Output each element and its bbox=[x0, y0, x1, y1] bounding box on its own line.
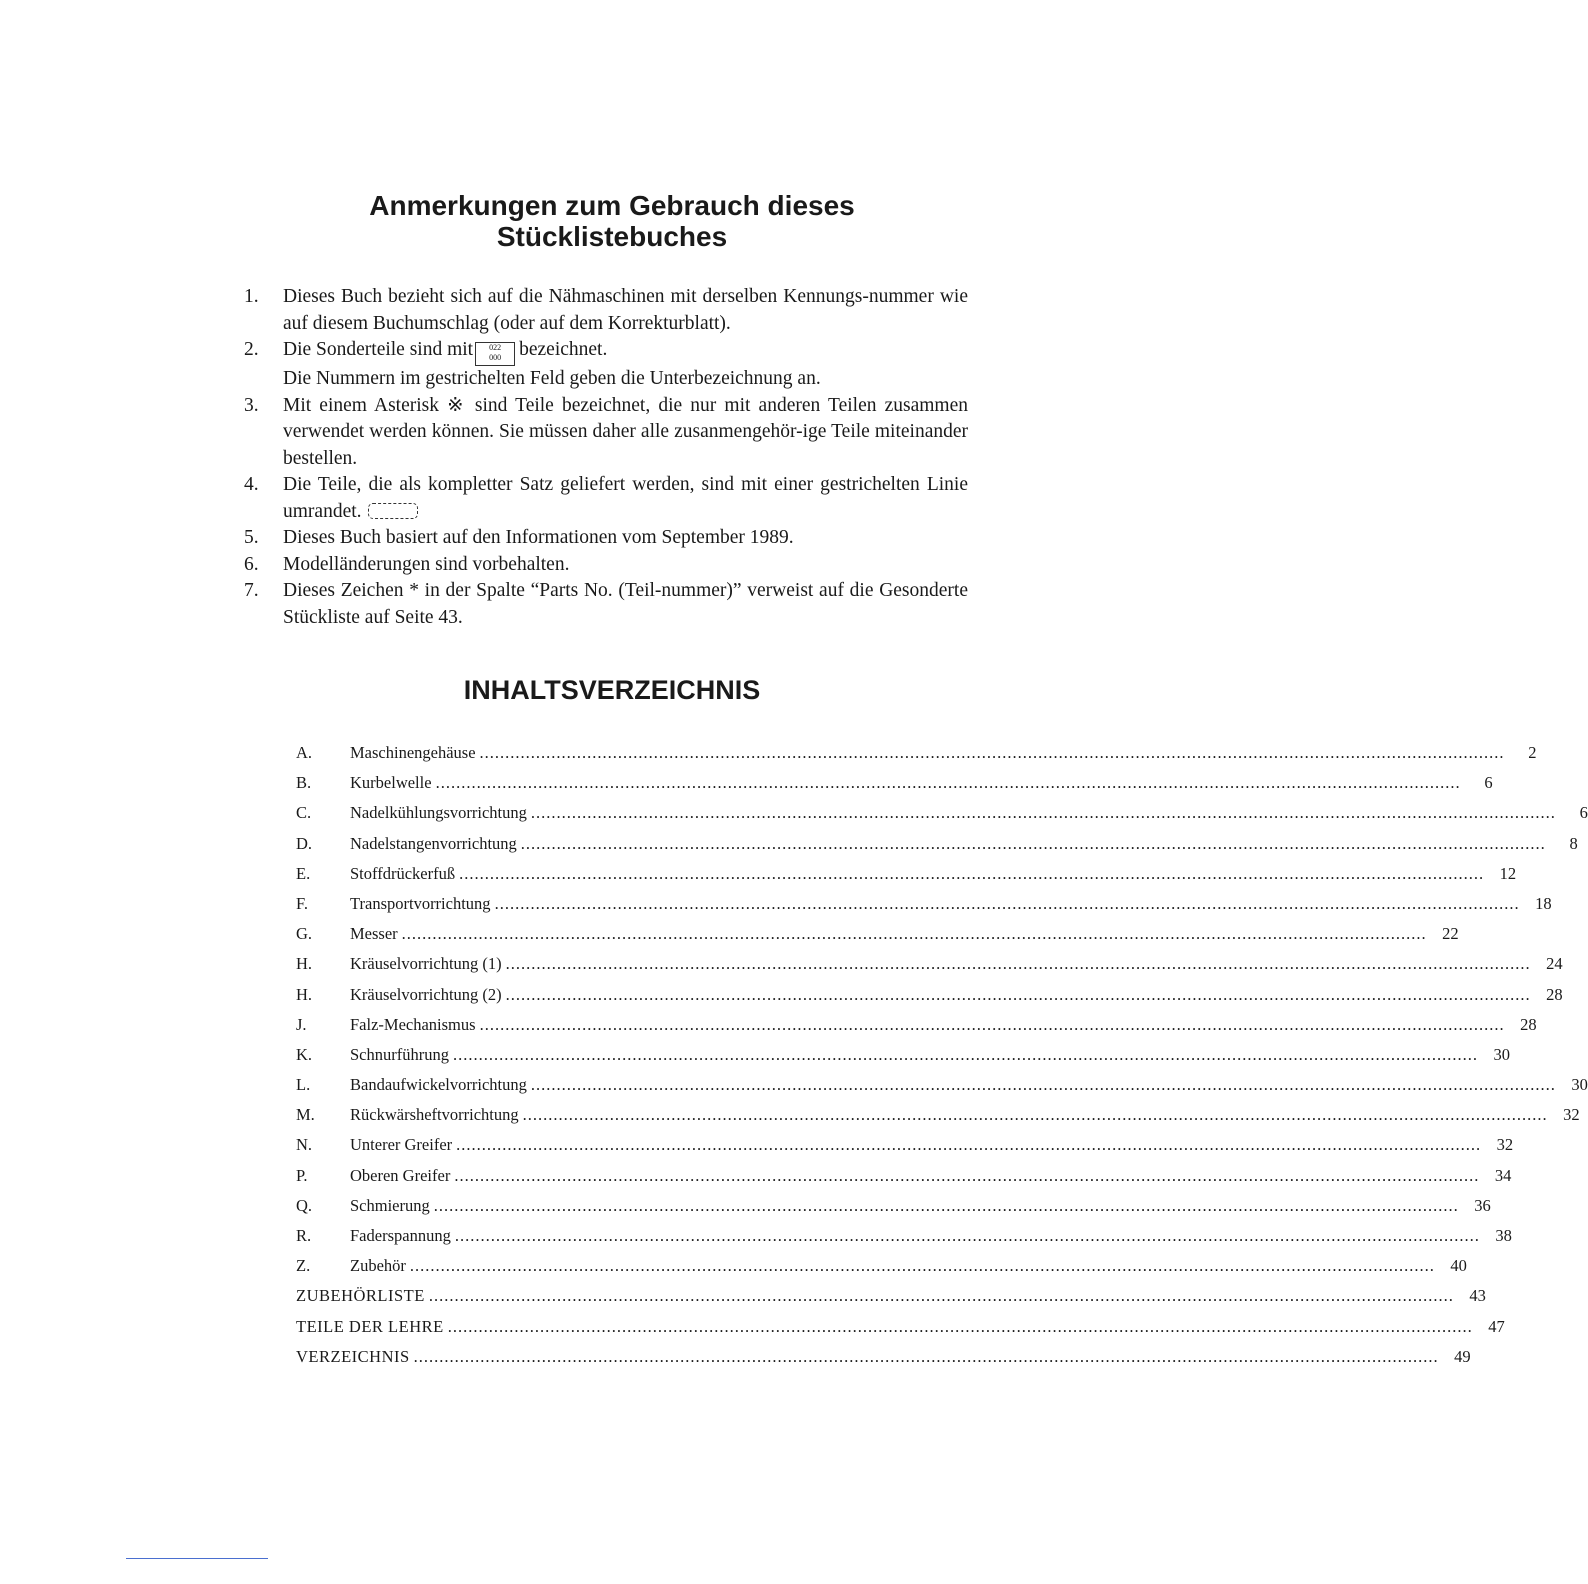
toc-page-number: 6 bbox=[1484, 773, 1493, 793]
toc-letter: A. bbox=[296, 743, 313, 762]
toc-entry[interactable] bbox=[296, 1105, 1580, 1135]
note-subtext: Die Nummern im gestrichelten Feld geben die Unterbezeichnung an. bbox=[283, 368, 821, 389]
toc-section-name: Maschinengehäuse bbox=[350, 743, 476, 762]
toc-entry[interactable] bbox=[296, 1226, 1512, 1256]
note-item bbox=[244, 578, 968, 631]
toc-page-number: 30 bbox=[1493, 1044, 1510, 1064]
toc-entry[interactable] bbox=[296, 743, 1537, 773]
toc-page-number: 8 bbox=[1569, 833, 1578, 853]
note-number: 1. bbox=[244, 286, 259, 307]
toc-letter: H. bbox=[296, 954, 313, 974]
toc-page-number: 2 bbox=[1528, 743, 1537, 762]
toc-leader-dots: ........................................................................................................................................................................................................ bbox=[456, 1135, 1482, 1155]
toc-entry[interactable] bbox=[296, 1346, 1471, 1377]
toc-leader-dots: ........................................................................................................................................................................................................ bbox=[428, 1286, 1454, 1306]
note-number: 5. bbox=[244, 527, 259, 548]
toc-section-name: Falz-Mechanismus bbox=[350, 1014, 476, 1034]
toc-page-number: 49 bbox=[1454, 1346, 1471, 1366]
note-number: 2. bbox=[244, 339, 259, 360]
toc-entry[interactable] bbox=[296, 1165, 1512, 1196]
toc-page-number: 24 bbox=[1546, 954, 1563, 974]
special-part-symbol bbox=[475, 342, 515, 366]
toc-page-number: 6 bbox=[1579, 803, 1588, 823]
note-number: 3. bbox=[244, 394, 259, 416]
notes-title-line-1: Anmerkungen zum Gebrauch dieses bbox=[369, 190, 855, 221]
toc-entry[interactable] bbox=[296, 863, 1517, 894]
toc-page-number: 28 bbox=[1520, 1014, 1537, 1034]
toc-leader-dots: ........................................................................................................................................................................................................ bbox=[454, 1226, 1480, 1245]
toc-letter: Z. bbox=[296, 1256, 311, 1276]
toc-leader-dots: ........................................................................................................................................................................................................ bbox=[409, 1256, 1435, 1276]
toc-page-number: 22 bbox=[1442, 924, 1459, 944]
symbol-code-bottom: 000 bbox=[489, 353, 502, 362]
notes-title bbox=[0, 190, 1224, 252]
toc-section-name: Transportvorrichtung bbox=[350, 893, 491, 913]
toc-page-number: 36 bbox=[1474, 1195, 1491, 1215]
toc-section-name: Schmierung bbox=[350, 1195, 430, 1215]
toc-leader-dots: ........................................................................................................................................................................................................ bbox=[447, 1316, 1473, 1336]
toc-section-name: Stoffdrückerfuß bbox=[350, 863, 456, 883]
note-text: Die Sonderteile sind mit bbox=[283, 339, 474, 360]
symbol-code-top: 022 bbox=[489, 343, 502, 352]
toc-section-name: Schnurführung bbox=[350, 1044, 449, 1064]
toc-page-number: 30 bbox=[1571, 1075, 1588, 1095]
note-text: Die Teile, die als kompletter Satz geliefert werden, sind mit einer gestrichelten Linie umrandet. bbox=[283, 474, 968, 522]
toc-entry[interactable] bbox=[296, 924, 1459, 954]
toc-leader-dots: ........................................................................................................................................................................................................ bbox=[530, 1075, 1556, 1095]
toc-leader-dots: ........................................................................................................................................................................................................ bbox=[530, 803, 1556, 823]
toc-entry[interactable] bbox=[296, 773, 1493, 803]
note-item bbox=[244, 284, 968, 337]
toc-section-name: Oberen Greifer bbox=[350, 1165, 451, 1185]
toc-letter: B. bbox=[296, 773, 312, 793]
toc-leader-dots: ........................................................................................................................................................................................................ bbox=[505, 984, 1531, 1004]
toc-letter: R. bbox=[296, 1226, 312, 1245]
note-number: 7. bbox=[244, 580, 259, 601]
toc-section-name: Bandaufwickelvorrichtung bbox=[350, 1075, 527, 1095]
toc-letter: P. bbox=[296, 1165, 308, 1185]
toc-leader-dots: ........................................................................................................................................................................................................ bbox=[454, 1165, 1480, 1185]
toc-letter: C. bbox=[296, 803, 312, 823]
toc-letter: G. bbox=[296, 924, 313, 944]
toc-letter: N. bbox=[296, 1135, 313, 1155]
dashed-outline-icon bbox=[368, 503, 418, 519]
toc-page-number: 38 bbox=[1495, 1226, 1512, 1245]
toc-leader-dots: ........................................................................................................................................................................................................ bbox=[435, 773, 1461, 793]
toc-entry[interactable] bbox=[296, 833, 1578, 864]
toc-entry[interactable] bbox=[296, 1195, 1491, 1226]
toc-leader-dots: ........................................................................................................................................................................................................ bbox=[413, 1346, 1439, 1366]
toc-leader-dots: ........................................................................................................................................................................................................ bbox=[459, 863, 1485, 883]
toc-section-name: Messer bbox=[350, 924, 398, 944]
toc-entry[interactable] bbox=[296, 1075, 1588, 1105]
note-item bbox=[244, 552, 968, 579]
page-edge-line bbox=[126, 1558, 268, 1559]
note-number: 6. bbox=[244, 553, 259, 575]
toc-leader-dots: ........................................................................................................................................................................................................ bbox=[479, 743, 1505, 762]
note-text: bezeichnet. bbox=[519, 339, 608, 360]
note-text: Dieses Zeichen * in der Spalte “Parts No. (Teil-nummer)” verweist auf die Gesonderte Stückliste auf Seite 43. bbox=[283, 580, 968, 628]
toc-entry[interactable] bbox=[296, 1286, 1486, 1316]
toc-page-number: 43 bbox=[1469, 1286, 1486, 1306]
note-number: 4. bbox=[244, 474, 259, 495]
note-text: Dieses Buch basiert auf den Informationen vom September 1989. bbox=[283, 527, 794, 548]
toc-leader-dots: ........................................................................................................................................................................................................ bbox=[452, 1044, 1478, 1064]
toc-leader-dots: ........................................................................................................................................................................................................ bbox=[494, 893, 1520, 913]
toc-section-name: VERZEICHNIS bbox=[296, 1346, 410, 1366]
toc-letter: L. bbox=[296, 1075, 311, 1095]
notes-list bbox=[244, 284, 968, 631]
toc-entry[interactable] bbox=[296, 893, 1552, 924]
toc-letter: J. bbox=[296, 1014, 307, 1034]
toc-page-number: 28 bbox=[1546, 984, 1563, 1004]
toc-section-name: TEILE DER LEHRE bbox=[296, 1316, 444, 1336]
toc-section-name: Faderspannung bbox=[350, 1226, 451, 1245]
toc-letter: M. bbox=[296, 1105, 315, 1125]
toc-leader-dots: ........................................................................................................................................................................................................ bbox=[433, 1195, 1459, 1215]
toc-entry[interactable] bbox=[296, 1256, 1467, 1286]
note-text: Dieses Buch bezieht sich auf die Nähmaschinen mit derselben Kennungs-nummer wie auf diesem Buchumschlag (oder auf dem Korrekturblatt). bbox=[283, 286, 968, 334]
note-item bbox=[244, 393, 968, 473]
toc-entry[interactable] bbox=[296, 954, 1563, 984]
note-item bbox=[244, 525, 968, 552]
note-item bbox=[244, 472, 968, 525]
toc-section-name: Zubehör bbox=[350, 1256, 406, 1276]
note-text: Modelländerungen sind vorbehalten. bbox=[283, 553, 570, 575]
toc-section-name: Nadelkühlungsvorrichtung bbox=[350, 803, 527, 823]
toc-letter: E. bbox=[296, 863, 311, 883]
toc-entry[interactable] bbox=[296, 1014, 1537, 1045]
toc-leader-dots: ........................................................................................................................................................................................................ bbox=[401, 924, 1427, 944]
toc-section-name: Kurbelwelle bbox=[350, 773, 432, 793]
note-item bbox=[244, 337, 968, 393]
toc-section-name: Rückwärsheftvorrichtung bbox=[350, 1105, 519, 1125]
toc-section-name: Kräuselvorrichtung (1) bbox=[350, 954, 502, 974]
toc-leader-dots: ........................................................................................................................................................................................................ bbox=[505, 954, 1531, 974]
toc-title: INHALTSVERZEICHNIS bbox=[463, 675, 761, 705]
notes-title-line-2: Stücklistebuches bbox=[496, 221, 728, 252]
toc-section-name: ZUBEHÖRLISTE bbox=[296, 1286, 425, 1306]
toc-letter: K. bbox=[296, 1044, 313, 1064]
toc-section-name: Unterer Greifer bbox=[350, 1135, 453, 1155]
toc-letter: H. bbox=[296, 984, 313, 1004]
toc-entry[interactable] bbox=[296, 1135, 1514, 1165]
toc-letter: D. bbox=[296, 833, 313, 853]
toc-entry[interactable] bbox=[296, 984, 1563, 1015]
toc-page-number: 32 bbox=[1563, 1105, 1580, 1125]
note-text: Mit einem Asterisk ※ sind Teile bezeichnet, die nur mit anderen Teilen zusammen verwendet werden können. Sie müssen daher alle zusanmengehör-ige Teile miteinander bestellen. bbox=[283, 394, 968, 469]
toc-leader-dots: ........................................................................................................................................................................................................ bbox=[520, 833, 1546, 853]
toc-page-number: 34 bbox=[1494, 1165, 1512, 1185]
toc-section-name: Nadelstangenvorrichtung bbox=[350, 833, 517, 853]
toc-page-number: 18 bbox=[1535, 893, 1552, 913]
toc-entry[interactable] bbox=[296, 803, 1588, 833]
toc-page-number: 32 bbox=[1496, 1135, 1514, 1155]
toc-page-number: 40 bbox=[1450, 1256, 1467, 1276]
toc-page-number: 12 bbox=[1499, 863, 1517, 883]
table-of-contents bbox=[296, 743, 1588, 1377]
toc-letter: Q. bbox=[296, 1195, 313, 1215]
toc-page-number: 47 bbox=[1488, 1316, 1505, 1336]
toc-leader-dots: ........................................................................................................................................................................................................ bbox=[522, 1105, 1548, 1125]
toc-entry[interactable] bbox=[296, 1316, 1505, 1347]
toc-leader-dots: ........................................................................................................................................................................................................ bbox=[479, 1014, 1505, 1034]
toc-section-name: Kräuselvorrichtung (2) bbox=[350, 984, 502, 1004]
toc-entry[interactable] bbox=[296, 1044, 1510, 1075]
toc-letter: F. bbox=[296, 893, 308, 913]
